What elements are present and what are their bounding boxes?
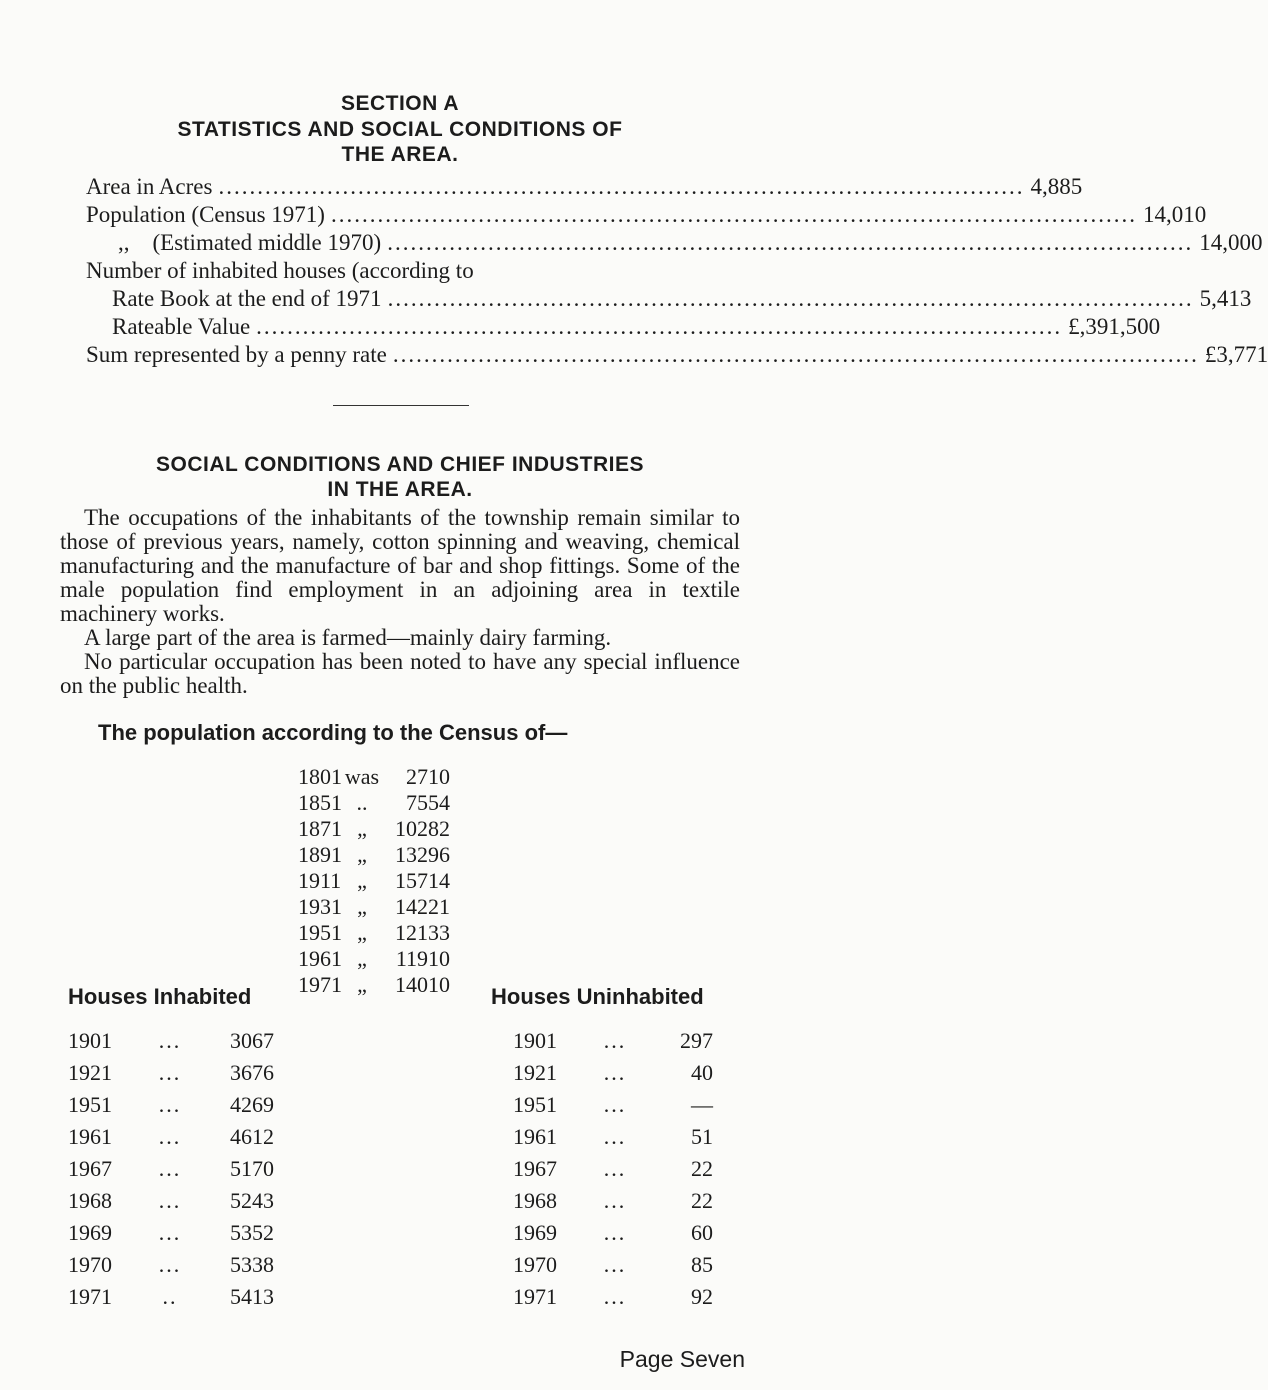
stat-population-estimated <box>118 228 1263 258</box>
social-body <box>60 506 740 698</box>
stat-label: Population (Census 1971) <box>86 202 325 227</box>
table-row <box>68 1281 274 1312</box>
stat-houses-label-line-1: Number of inhabited houses (according to <box>86 258 474 283</box>
row-year: 1968 <box>513 1188 557 1213</box>
row-year: 1970 <box>68 1252 112 1277</box>
row-value: 3067 <box>230 1028 274 1053</box>
stat-label: Rate Book at the end of 1971 <box>112 286 382 311</box>
row-value: 5338 <box>230 1252 274 1277</box>
census-year: 1971 <box>298 972 342 997</box>
table-row <box>68 1025 274 1056</box>
row-year: 1971 <box>68 1284 112 1309</box>
row-year: 1969 <box>68 1220 112 1245</box>
census-value: 10282 <box>395 816 450 841</box>
row-year: 1967 <box>68 1156 112 1181</box>
social-heading-line-1: SOCIAL CONDITIONS AND CHIEF INDUSTRIES <box>155 453 645 476</box>
table-row <box>513 1089 713 1120</box>
census-separator: „ <box>357 894 367 919</box>
census-value: 12133 <box>395 920 450 945</box>
table-row <box>513 1121 713 1152</box>
row-year: 1970 <box>513 1252 557 1277</box>
census-separator: „ <box>357 920 367 945</box>
stat-value: 4,885 <box>1030 174 1083 199</box>
census-year: 1961 <box>298 946 342 971</box>
census-row <box>298 842 450 868</box>
row-year: 1961 <box>513 1124 557 1149</box>
census-value: 2710 <box>406 764 450 789</box>
page-title-line-1: STATISTICS AND SOCIAL CONDITIONS OF <box>177 118 623 141</box>
leader-dots: ........................................................................................................ <box>256 314 1063 339</box>
leader-dots: ... <box>158 1028 182 1053</box>
leader-dots: ........................................................................................................ <box>218 174 1025 199</box>
leader-dots: ... <box>158 1156 182 1181</box>
census-separator: „ <box>357 972 367 997</box>
row-year: 1967 <box>513 1156 557 1181</box>
leader-dots: ... <box>603 1156 627 1181</box>
row-value: 92 <box>691 1284 713 1309</box>
census-year: 1801 <box>298 764 342 789</box>
census-row <box>298 790 450 816</box>
census-row <box>298 868 450 894</box>
row-value: 85 <box>691 1252 713 1277</box>
census-row <box>298 972 450 998</box>
row-value: 22 <box>691 1188 713 1213</box>
table-row <box>513 1025 713 1056</box>
stat-label: Area in Acres <box>86 174 213 199</box>
table-row <box>68 1121 274 1152</box>
leader-dots: ........................................................................................................ <box>392 342 1199 367</box>
leader-dots: ... <box>603 1252 627 1277</box>
census-year: 1951 <box>298 920 342 945</box>
table-row <box>68 1089 274 1120</box>
row-value: 5352 <box>230 1220 274 1245</box>
stat-value: £,391,500 <box>1068 314 1161 339</box>
census-value: 11910 <box>395 946 450 971</box>
row-value: 297 <box>680 1028 713 1053</box>
census-separator: „ <box>357 868 367 893</box>
census-value: 14010 <box>395 972 450 997</box>
row-year: 1951 <box>68 1092 112 1117</box>
leader-dots: ... <box>158 1220 182 1245</box>
row-value: 5170 <box>230 1156 274 1181</box>
census-separator: „ <box>357 816 367 841</box>
census-row <box>298 946 450 972</box>
census-separator: was <box>344 764 380 789</box>
paragraph: The occupations of the inhabitants of the township remain similar to those of previous years, namely, cotton spinning and weaving, chemical manufacturing and the manufacture of bar and shop fittings. Some of the male population find employment in an adjoining area in textile machinery works. <box>60 505 740 626</box>
row-value: 4612 <box>230 1124 274 1149</box>
census-year: 1871 <box>298 816 342 841</box>
census-year: 1891 <box>298 842 342 867</box>
stat-penny-rate <box>86 340 1268 370</box>
stat-area <box>86 172 1083 202</box>
section-label: SECTION A <box>340 92 460 115</box>
census-title: The population according to the Census of— <box>98 720 568 745</box>
stat-population-census <box>86 200 1207 230</box>
stat-value: 14,000 <box>1199 230 1263 255</box>
table-row <box>68 1217 274 1248</box>
table-row <box>513 1153 713 1184</box>
social-heading-line-2: IN THE AREA. <box>327 478 473 501</box>
row-value: 4269 <box>230 1092 274 1117</box>
census-row <box>298 920 450 946</box>
row-value: 3676 <box>230 1060 274 1085</box>
leader-dots: ... <box>158 1124 182 1149</box>
table-row <box>68 1057 274 1088</box>
page-title-line-2: THE AREA. <box>341 143 459 166</box>
leader-dots: ... <box>603 1124 627 1149</box>
houses-inhabited-title: Houses Inhabited <box>68 984 252 1009</box>
table-row <box>68 1153 274 1184</box>
row-value: 5413 <box>230 1284 274 1309</box>
leader-dots: ... <box>603 1092 627 1117</box>
stat-value: 5,413 <box>1199 286 1252 311</box>
stat-houses <box>112 284 1252 314</box>
paragraph: No particular occupation has been noted to have any special influence on the public health. <box>60 649 740 698</box>
leader-dots: ... <box>603 1220 627 1245</box>
row-year: 1969 <box>513 1220 557 1245</box>
leader-dots: ... <box>603 1060 627 1085</box>
census-value: 13296 <box>395 842 450 867</box>
row-year: 1971 <box>513 1284 557 1309</box>
row-year: 1968 <box>68 1188 112 1213</box>
leader-dots: ... <box>603 1028 627 1053</box>
houses-uninhabited-title: Houses Uninhabited <box>491 984 704 1009</box>
stat-rateable-value <box>112 312 1161 342</box>
leader-dots: ... <box>158 1092 182 1117</box>
table-row <box>513 1185 713 1216</box>
census-separator: „ <box>357 842 367 867</box>
census-row <box>298 816 450 842</box>
row-year: 1951 <box>513 1092 557 1117</box>
leader-dots: ........................................................................................................ <box>387 286 1194 311</box>
row-year: 1961 <box>68 1124 112 1149</box>
row-value: 60 <box>691 1220 713 1245</box>
stat-value: 14,010 <box>1142 202 1207 227</box>
stat-label: Rateable Value <box>112 314 251 339</box>
leader-dots: ... <box>603 1284 627 1309</box>
census-row <box>298 894 450 920</box>
table-row <box>513 1057 713 1088</box>
row-value: 22 <box>691 1156 713 1181</box>
stat-label: Sum represented by a penny rate <box>86 342 387 367</box>
census-separator: „ <box>357 946 367 971</box>
leader-dots: ... <box>158 1188 182 1213</box>
row-value: 5243 <box>230 1188 274 1213</box>
row-year: 1901 <box>68 1028 112 1053</box>
leader-dots: ........................................................................................................ <box>387 230 1194 255</box>
divider <box>333 405 469 406</box>
row-value: 40 <box>691 1060 713 1085</box>
row-year: 1901 <box>513 1028 557 1053</box>
census-separator: .. <box>356 790 368 815</box>
page-number: Page Seven <box>619 1346 745 1372</box>
table-row <box>513 1281 713 1312</box>
row-year: 1921 <box>513 1060 557 1085</box>
table-row <box>68 1249 274 1280</box>
leader-dots: ... <box>158 1060 182 1085</box>
stat-value: £3,771 <box>1204 342 1268 367</box>
census-value: 7554 <box>406 790 450 815</box>
stat-label: ,, (Estimated middle 1970) <box>118 230 382 255</box>
census-value: 15714 <box>395 868 450 893</box>
table-row <box>513 1249 713 1280</box>
row-year: 1921 <box>68 1060 112 1085</box>
table-row <box>68 1185 274 1216</box>
leader-dots: ... <box>603 1188 627 1213</box>
leader-dots: ........................................................................................................ <box>330 202 1137 227</box>
table-row <box>513 1217 713 1248</box>
census-year: 1851 <box>298 790 342 815</box>
census-value: 14221 <box>395 894 450 919</box>
census-row <box>298 764 450 790</box>
census-year: 1911 <box>298 868 342 893</box>
row-value: — <box>691 1092 713 1117</box>
census-year: 1931 <box>298 894 342 919</box>
leader-dots: .. <box>162 1284 178 1309</box>
paragraph: A large part of the area is farmed—mainly dairy farming. <box>84 625 612 650</box>
row-value: 51 <box>691 1124 713 1149</box>
leader-dots: ... <box>158 1252 182 1277</box>
